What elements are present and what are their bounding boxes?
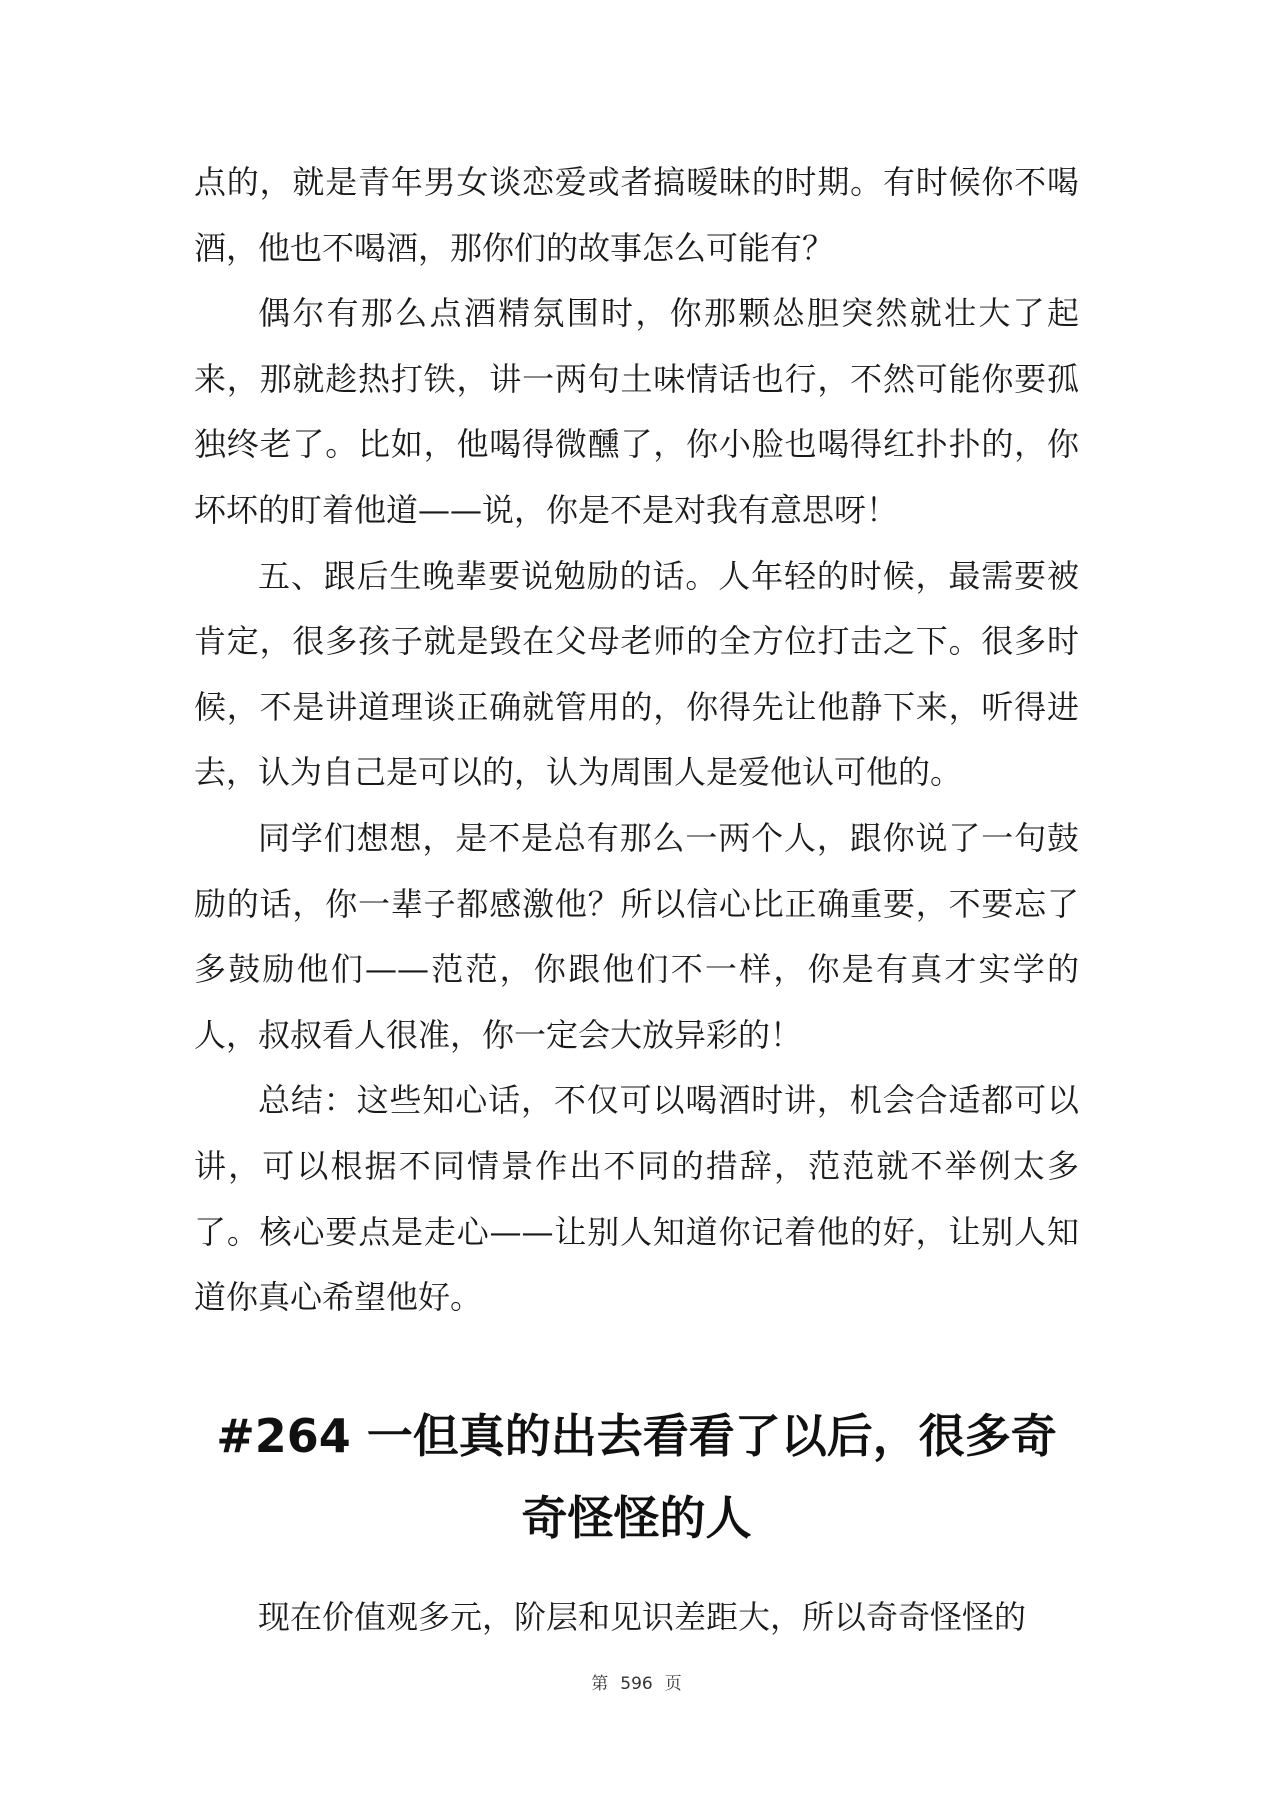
paragraph-5: 总结：这些知心话，不仅可以喝酒时讲，机会合适都可以讲，可以根据不同情景作出不同的措辞，范范就不举例太多了。核心要点是走心——让别人知道你记着他的好，让别人知道你真心希望他好。 bbox=[194, 1081, 1079, 1317]
page-number: 596 bbox=[620, 1674, 653, 1694]
section-first-paragraph: 现在价值观多元，阶层和见识差距大，所以奇奇怪怪的 bbox=[258, 1598, 1027, 1636]
section-heading: #264 一但真的出去看看了以后，很多奇奇怪怪的人 bbox=[216, 1409, 1057, 1545]
page-footer bbox=[0, 1672, 1273, 1696]
paragraph-4: 同学们想想，是不是总有那么一两个人，跟你说了一句鼓励的话，你一辈子都感激他？所以信心比正确重要，不要忘了多鼓励他们——范范，你跟他们不一样，你是有真才实学的人，叔叔看人很准，你一定会大放异彩的！ bbox=[194, 818, 1079, 1054]
paragraph-2: 偶尔有那么点酒精氛围时，你那颗怂胆突然就壮大了起来，那就趁热打铁，讲一两句土味情话也行，不然可能你要孤独终老了。比如，他喝得微醺了，你小脸也喝得红扑扑的，你坏坏的盯着他道——说，你是不是对我有意思呀！ bbox=[194, 294, 1079, 529]
page-suffix: 页 bbox=[664, 1674, 682, 1694]
paragraph-3: 五、跟后生晚辈要说勉励的话。人年轻的时候，最需要被肯定，很多孩子就是毁在父母老师的全方位打击之下。很多时候，不是讲道理谈正确就管用的，你得先让他静下来，听得进去，认为自己是可以的，认为周围人是爱他认可他的。 bbox=[194, 556, 1079, 792]
paragraph-1: 点的，就是青年男女谈恋爱或者搞暧昧的时期。有时候你不喝酒，他也不喝酒，那你们的故事怎么可能有？ bbox=[194, 163, 1079, 267]
page-prefix: 第 bbox=[591, 1674, 609, 1694]
body-text bbox=[194, 150, 1079, 1331]
